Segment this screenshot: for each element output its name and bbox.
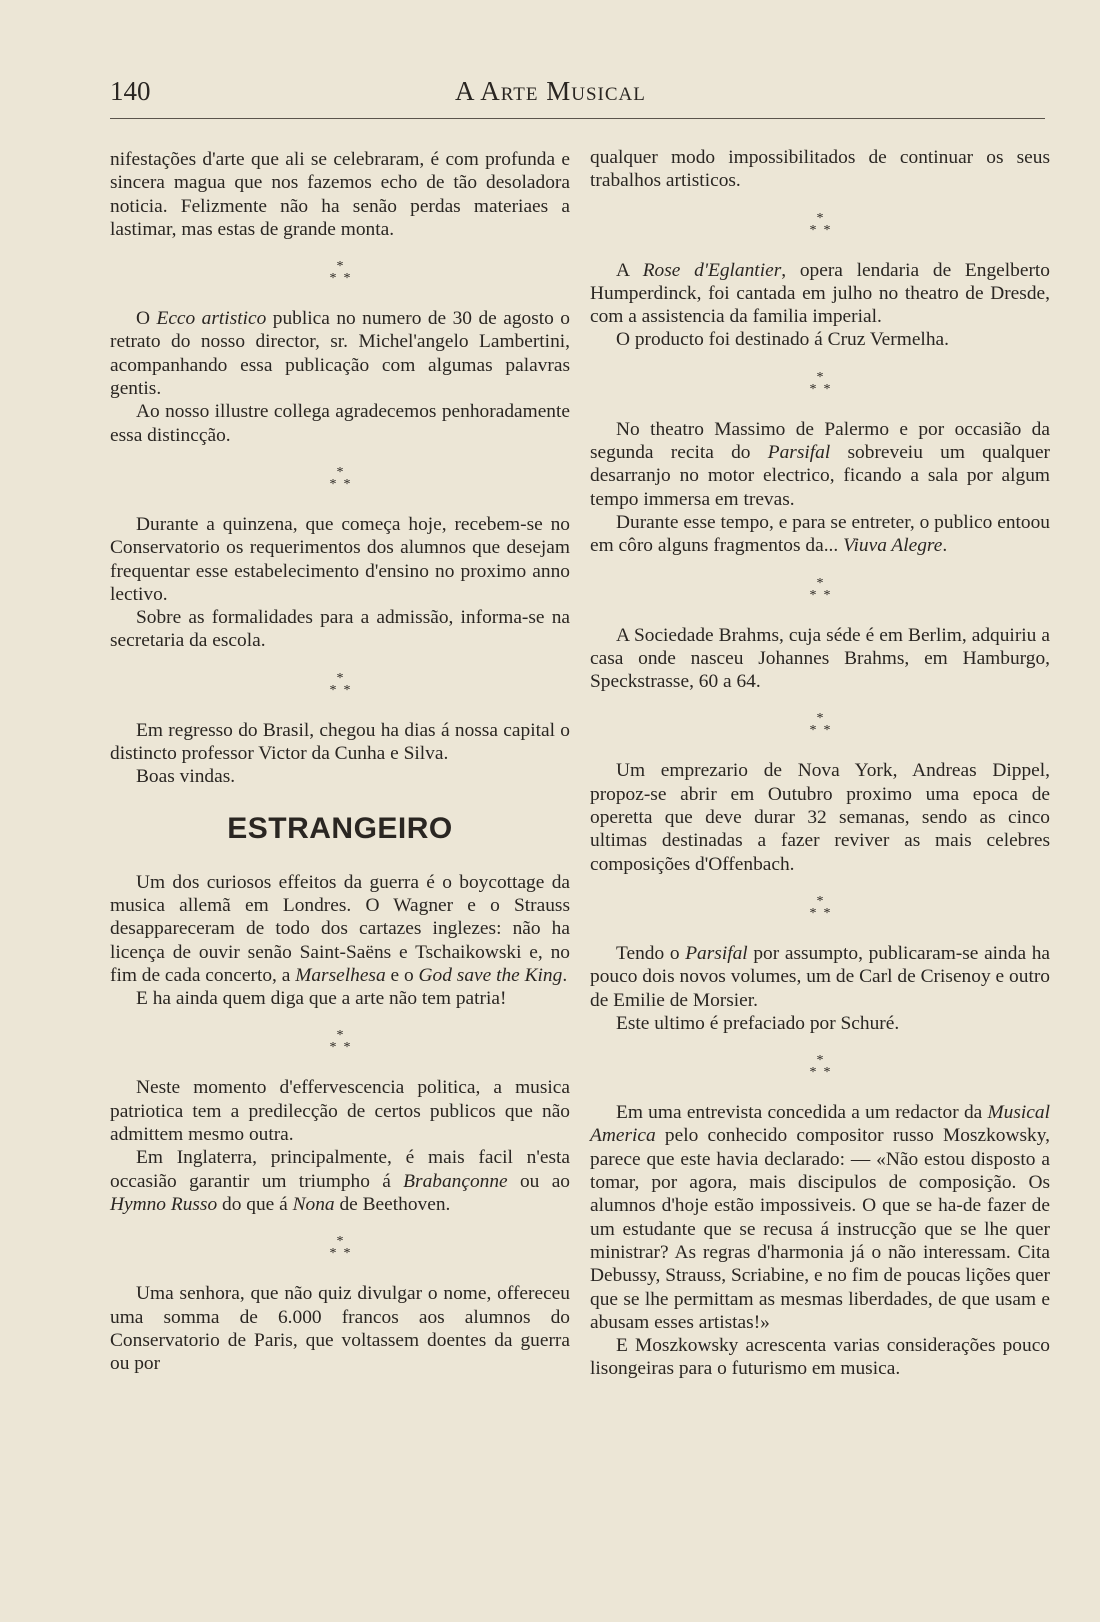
text-run: pelo conhecido compositor russo Moszkowsky, parece que este havia declarado: — «Não estou disposto a tomar, por agora, mais discipulos de composição. Os alumnos d'hoje estão impossiveis. O que se ha-de fazer de um estudante que se recusa á instrucção que se lhe quer ministrar? As regras d'harmonia já o não interessam. Cita Debussy, Strauss, Scriabine, e no fim de poucas lições quer que se lhe permittam as mesmas liberdades, de que usam e abusam esses artistas!» (590, 1125, 1050, 1333)
section-separator-asterism: * * * (809, 210, 831, 238)
paragraph: A Sociedade Brahms, cuja séde é em Berlim, adquiriu a casa onde nasceu Johannes Brahms, em Hamburgo, Speckstrasse, 60 a 64. (590, 624, 1050, 693)
paragraph (590, 1101, 1050, 1334)
paragraph: Sobre as formalidades para a admissão, informa-se na secretaria da escola. (110, 607, 570, 652)
paragraph: E ha ainda quem diga que a arte não tem patria! (136, 988, 507, 1010)
paragraph: Um emprezario de Nova York, Andreas Dippel, propoz-se abrir em Outubro proximo uma epoca de operetta que deve durar 32 semanas, sendo as cinco ultimas destinadas a fazer reviver as mais celebres composições d'Offenbach. (590, 760, 1050, 875)
section-separator-asterism: * * * (329, 1028, 351, 1056)
section-separator-asterism: * * * (809, 575, 831, 603)
text-run: Em Inglaterra, principalmente, é mais facil n'esta occasião garantir um triumpho á (110, 1147, 570, 1192)
text-run: A (616, 259, 643, 281)
section-separator-asterism: * * * (329, 670, 351, 698)
section-separator-asterism: * * * (329, 464, 351, 492)
text-run: publica no numero de 30 de agosto o retrato do nosso director, sr. Michel'angelo Lambertini, acompanhando essa publicação com algumas palavras gentis. (110, 308, 570, 400)
paragraph (110, 307, 570, 400)
text-run: por assumpto, publicaram-se ainda ha pouco dois novos volumes, um de Carl de Crisenoy e outro de Emilie de Morsier. (590, 942, 1051, 1011)
italic-title: Viuva Alegre (843, 535, 943, 557)
italic-title: Ecco artistico (156, 308, 267, 330)
section-separator-asterism: * * * (329, 259, 351, 287)
italic-title: Parsifal (685, 942, 748, 964)
text-run: , opera lendaria de Engelberto Humperdinck, foi cantada em julho no theatro de Dresde, com a assistencia da familia imperial. (590, 259, 1050, 328)
paragraph: Em regresso do Brasil, chegou ha dias á nossa capital o distincto professor Victor da Cunha e Silva. (110, 719, 570, 765)
paragraph: Neste momento d'effervescencia politica, a musica patriotica tem a predilecção de certos publicos que não admittem mesmo outra. (110, 1077, 570, 1146)
section-heading: ESTRANGEIRO (227, 811, 453, 845)
paragraph: Ao nosso illustre collega agradecemos penhoradamente essa distincção. (110, 401, 570, 446)
paragraph: Boas vindas. (136, 766, 236, 788)
text-run: Durante esse tempo, e para se entreter, o publico entoou em côro alguns fragmentos da... (590, 511, 1050, 557)
paragraph (590, 259, 1050, 329)
paragraph (590, 418, 1050, 511)
paragraph (590, 511, 1050, 558)
italic-title: Hymno Russo (110, 1193, 218, 1215)
text-run: do que á (217, 1193, 293, 1215)
paragraph: O producto foi destinado á Cruz Vermelha. (616, 329, 949, 351)
page-number: 140 (110, 76, 151, 106)
paragraph (110, 871, 570, 987)
header-rule (110, 118, 1045, 119)
left-column (110, 148, 570, 1375)
italic-title: Musical America (590, 1102, 1050, 1147)
text-run: de Beethoven. (334, 1193, 451, 1215)
text-run: O (136, 308, 157, 330)
text-run: sobreveiu um qualquer desarranjo no motor electrico, ficando a sala por algum tempo immersa em trevas. (590, 442, 1051, 510)
text-run: . (562, 964, 568, 986)
text-run: No theatro Massimo de Palermo e por occasião da segunda recita do (590, 418, 1050, 464)
paragraph (590, 942, 1050, 1012)
paragraph: Durante a quinzena, que começa hoje, recebem-se no Conservatorio os requerimentos dos alumnos que desejam frequentar esse estabelecimento d'ensino no proximo anno lectivo. (110, 513, 570, 605)
text-run: ou ao (507, 1170, 571, 1192)
text-run: e o (385, 964, 419, 986)
paragraph: nifestações d'arte que ali se celebraram, é com profunda e sincera magua que nos fazemos echo de tão desoladora noticia. Felizmente não ha senão perdas materiaes a lastimar, mas estas de grande monta. (110, 149, 570, 240)
section-separator-asterism: * * * (329, 1234, 351, 1262)
text-run: Tendo o (616, 942, 686, 964)
running-header (110, 76, 1045, 110)
italic-title: Parsifal (767, 442, 831, 464)
paragraph: Uma senhora, que não quiz divulgar o nome, offereceu uma somma de 6.000 francos aos alumnos do Conservatorio de Paris, que voltassem doentes da guerra ou por (110, 1283, 570, 1375)
running-title: A Arte Musical (455, 76, 646, 106)
right-column (590, 146, 1050, 1381)
paragraph: Este ultimo é prefaciado por Schuré. (616, 1012, 900, 1034)
text-run: . (942, 535, 948, 557)
text-run: Em uma entrevista concedida a um redactor da (616, 1102, 988, 1124)
italic-title: Nona (292, 1193, 335, 1215)
italic-title: Rose d'Eglantier (642, 259, 782, 281)
italic-title: Brabançonne (403, 1170, 508, 1192)
paragraph: qualquer modo impossibilitados de continuar os seus trabalhos artisticos. (590, 147, 1050, 192)
section-separator-asterism: * * * (809, 1053, 831, 1081)
italic-title: God save the King (418, 964, 563, 986)
section-separator-asterism: * * * (809, 893, 831, 921)
italic-title: Marselhesa (295, 964, 386, 986)
paragraph (110, 1146, 570, 1216)
section-separator-asterism: * * * (809, 711, 831, 739)
text-run: Um dos curiosos effeitos da guerra é o boycottage da musica allemã em Londres. O Wagner e o Strauss desappareceram de todo dos cartazes inglezes: não ha licença de ouvir senão Saint-Saëns e Tschaikowski e, no fim de cada concerto, a (110, 871, 570, 986)
paragraph: E Moszkowsky acrescenta varias considerações pouco lisongeiras para o futurismo em musica. (590, 1335, 1050, 1380)
section-separator-asterism: * * * (809, 369, 831, 397)
